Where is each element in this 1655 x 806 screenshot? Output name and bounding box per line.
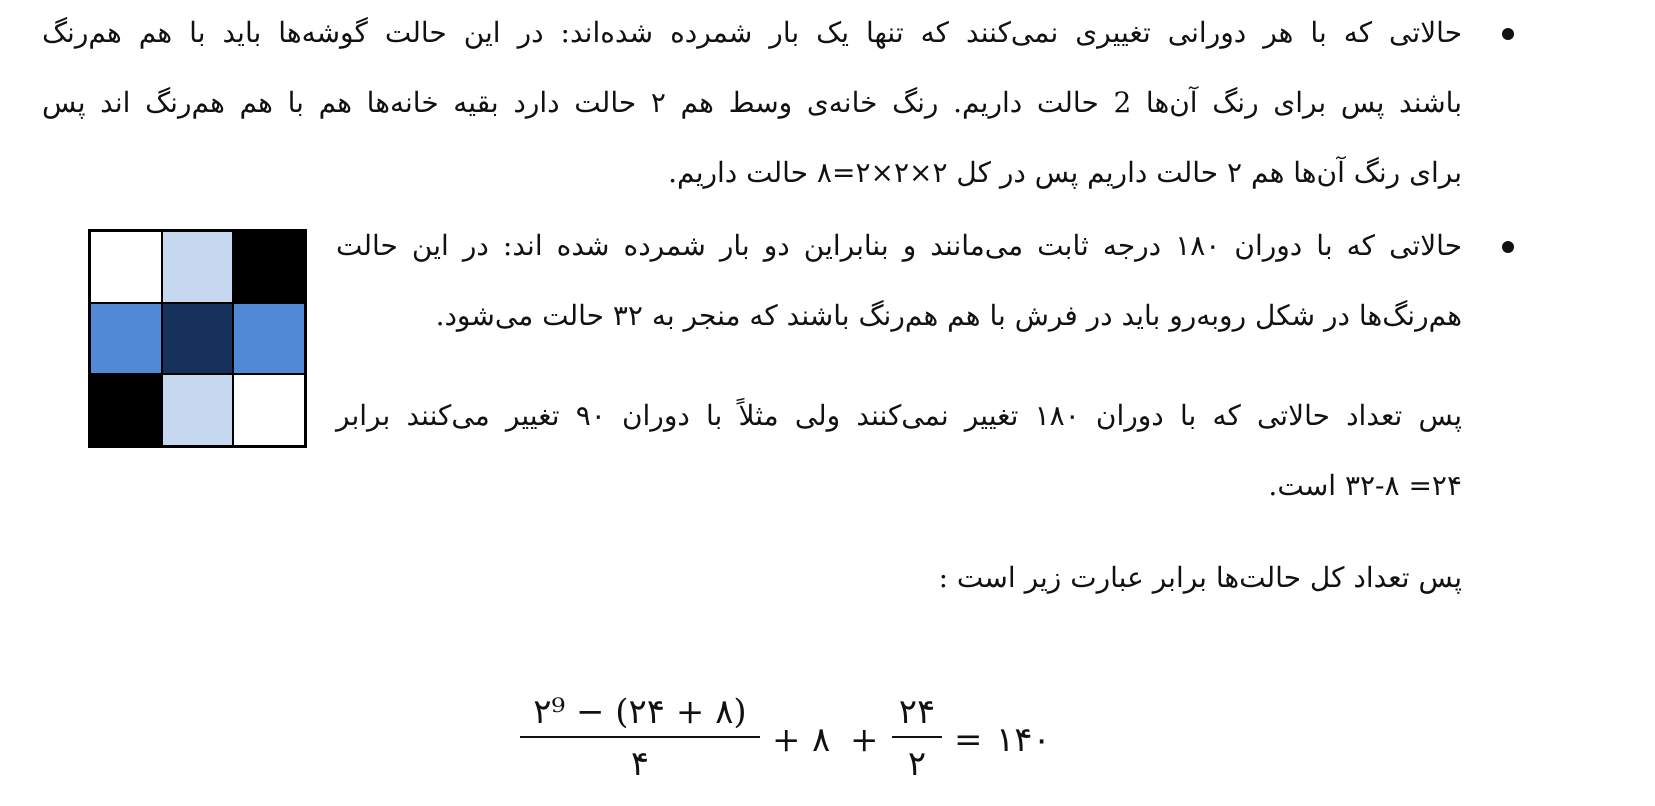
paragraph2-line2: هم‌رنگ‌ها در شکل روبه‌رو باید در فرش با هم هم‌رنگ باشند که منجر به ۳۲ حالت می‌شود. (435, 299, 1462, 332)
plus-sign-2: + (850, 720, 879, 760)
grid-cell-r1-c3 (233, 231, 305, 303)
fraction-2-denominator: ۲ (907, 744, 927, 784)
plus-sign-1: + (772, 720, 801, 760)
fraction-1-numerator: ۲⁹ − (۲۴ + ۸) (533, 692, 747, 732)
fraction-2-bar (892, 736, 942, 738)
fraction-1-bar (520, 736, 760, 738)
grid-cell-r3-c1 (90, 374, 162, 446)
fraction-2 (892, 690, 942, 786)
counting-formula (520, 690, 1080, 800)
paragraph1-line2: باشند پس برای رنگ آن‌ها 2 حالت داریم. رنگ خانه‌ی وسط هم ۲ حالت دارد بقیه خانه‌ها هم با هم هم‌رنگ اند پس (42, 86, 1462, 119)
term-eight: ۸ (812, 720, 831, 760)
grid-cell-r2-c3 (233, 303, 305, 375)
fraction-2-numerator: ۲۴ (898, 692, 936, 732)
paragraph4-line1: پس تعداد کل حالت‌ها برابر عبارت زیر است : (938, 561, 1462, 594)
grid-cell-r2-c2 (162, 303, 234, 375)
result-value: ۱۴۰ (996, 720, 1051, 760)
paragraph1-line3: برای رنگ آن‌ها هم ۲ حالت داریم پس در کل ۲×۲×۲=۸ حالت داریم. (668, 156, 1462, 189)
grid-cell-r1-c2 (162, 231, 234, 303)
paragraph1-line1: حالاتی که با هر دورانی تغییری نمی‌کنند که تنها یک بار شمرده شده‌اند: در این حالت گوشه‌ها باید با هم هم‌رنگ (42, 16, 1462, 49)
paragraph3-line1: پس تعداد حالاتی که با دوران ۱۸۰ تغییر نمی‌کنند ولی مثلاً با دوران ۹۰ تغییر می‌کنند برابر (336, 399, 1462, 432)
grid-cell-r3-c2 (162, 374, 234, 446)
carpet-grid-figure (88, 229, 307, 448)
grid-cell-r3-c3 (233, 374, 305, 446)
paragraph2-line1: حالاتی که با دوران ۱۸۰ درجه ثابت می‌مانند و بنابراین دو بار شمرده شده اند: در این حالت (336, 229, 1463, 262)
bullet-1 (1502, 28, 1514, 40)
grid-cell-r2-c1 (90, 303, 162, 375)
bullet-2 (1502, 241, 1514, 253)
equals-sign: = (954, 720, 983, 760)
fraction-1-denominator: ۴ (630, 744, 650, 784)
fraction-1 (520, 690, 760, 786)
paragraph3-line2: ۲۴= ۳۲-۸ است. (1268, 469, 1462, 502)
grid-cell-r1-c1 (90, 231, 162, 303)
